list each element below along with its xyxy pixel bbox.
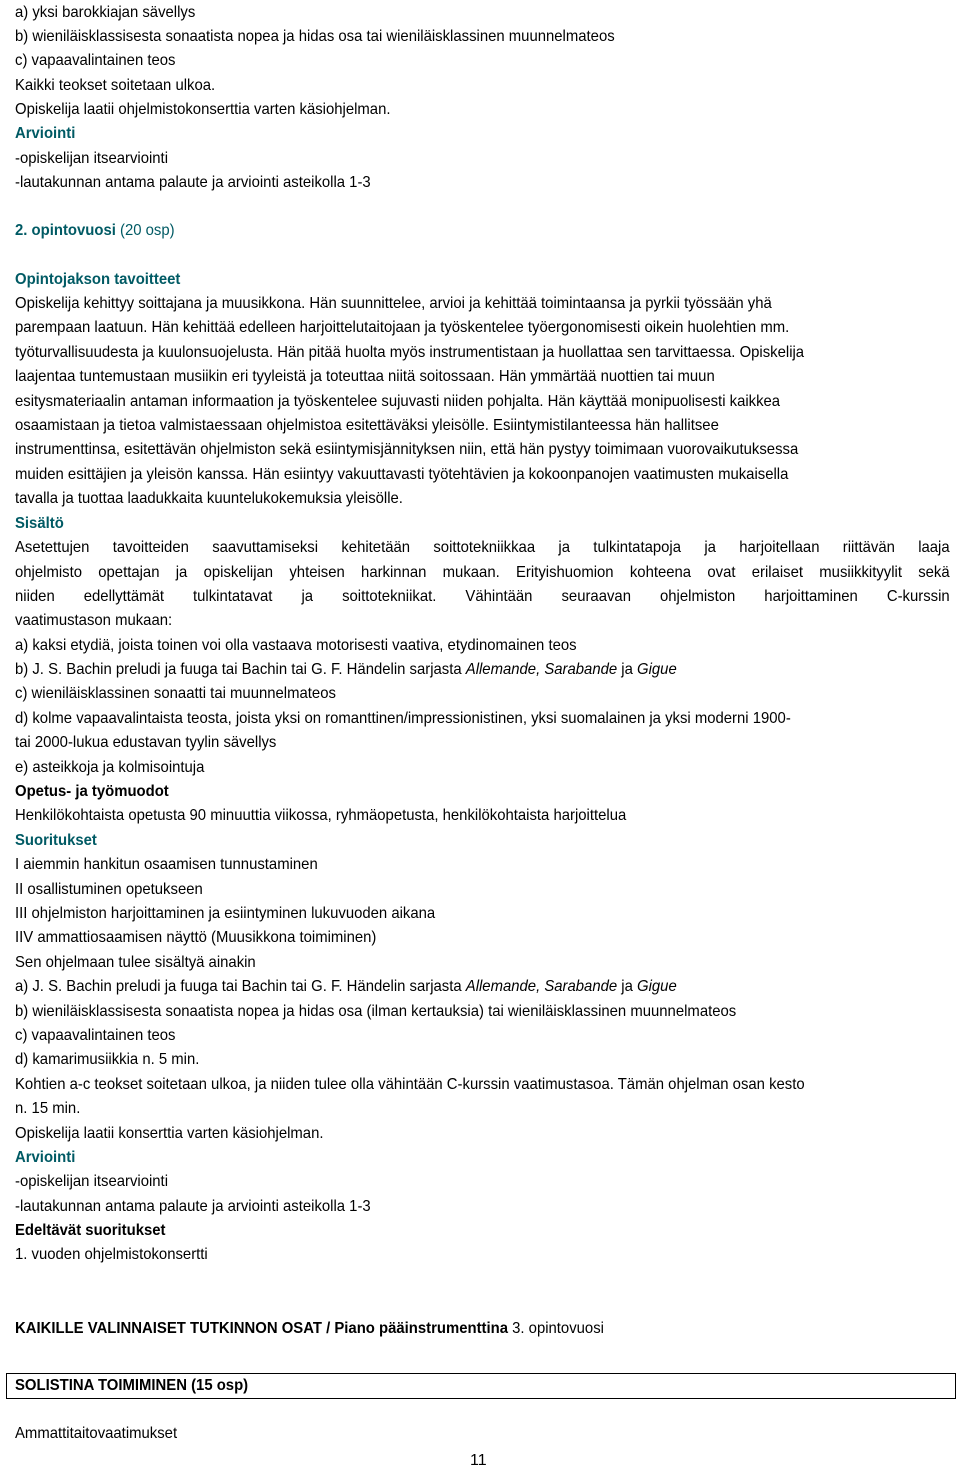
optional-modules-year: 3. opintovuosi	[507, 1320, 604, 1337]
year-heading	[15, 221, 175, 241]
list-item: 1. vuoden ohjelmistokonsertti	[15, 1246, 208, 1263]
section-heading-prerequisites: Edeltävät suoritukset	[15, 1222, 166, 1239]
optional-modules-heading	[15, 1319, 604, 1339]
list-item-text: a) J. S. Bachin preludi ja fuuga tai Bachin tai G. F. Händelin sarjasta	[15, 978, 466, 995]
list-item: tai 2000-lukua edustavan tyylin sävellys	[15, 734, 277, 751]
list-item: -lautakunnan antama palaute ja arviointi asteikolla 1-3	[15, 1198, 371, 1215]
list-item: e) asteikkoja ja kolmisointuja	[15, 759, 205, 776]
list-item: -opiskelijan itsearviointi	[15, 1173, 168, 1190]
section-heading-goals: Opintojakson tavoitteet	[15, 271, 181, 288]
list-item: -opiskelijan itsearviointi	[15, 150, 168, 167]
paragraph-line: osaamistaan ja tietoa valmistaessaan ohjelmistoa esitettäväksi yleisölle. Esiintymistilanteessa hän hallitsee	[15, 417, 719, 434]
paragraph-line: Sen ohjelmaan tulee sisältyä ainakin	[15, 954, 256, 971]
list-item: II osallistuminen opetukseen	[15, 881, 203, 898]
skills-heading: Ammattitaitovaatimukset	[15, 1425, 178, 1442]
paragraph-line: Opiskelija laatii konserttia varten käsiohjelman.	[15, 1125, 324, 1142]
year-heading-bold: 2. opintovuosi	[15, 222, 116, 239]
paragraph-line: vaatimustason mukaan:	[15, 612, 173, 629]
module-title: SOLISTINA TOIMIMINEN (15 osp)	[15, 1377, 249, 1394]
paragraph-line: ohjelmisto opettajan ja opiskelijan yhteisen harkinnan mukaan. Erityishuomion kohteena ovat erilaiset musiikkityylit sekä	[15, 564, 950, 581]
list-item: d) kamarimusiikkia n. 5 min.	[15, 1051, 200, 1068]
section-heading-content: Sisältö	[15, 515, 64, 532]
paragraph-line: tavalla ja tuottaa laadukkaita kuuntelukokemuksia yleisölle.	[15, 490, 403, 507]
paragraph-line: laajentaa tuntemustaan musiikin eri tyyleistä ja toteuttaa niitä soitossaan. Hän ymmärtää nuottien tai muun	[15, 368, 715, 385]
list-item-italic: Allemande, Sarabande	[465, 661, 618, 678]
list-item: -lautakunnan antama palaute ja arviointi asteikolla 1-3	[15, 174, 371, 191]
list-item-italic: Gigue	[637, 978, 677, 995]
paragraph-line: työturvallisuudesta ja kuulonsuojelusta. Hän pitää huolta myös instrumentistaan ja huollattaa sen tarvittaessa. Opiskelija	[15, 344, 805, 361]
list-item: b) wieniläisklassisesta sonaatista nopea ja hidas osa (ilman kertauksia) tai wieniläisklassinen muunnelmateos	[15, 1003, 737, 1020]
paragraph-line: esitysmateriaalin antaman informaation ja työskentelee sujuvasti niiden pohjalta. Hän käyttää monipuolisesti kaikkea	[15, 393, 781, 410]
section-heading-evaluation: Arviointi	[15, 1149, 76, 1166]
list-item: c) vapaavalintainen teos	[15, 52, 176, 69]
section-heading-methods: Opetus- ja työmuodot	[15, 783, 169, 800]
list-item-italic: Gigue	[637, 661, 677, 678]
list-item-text: ja	[617, 978, 638, 995]
list-item: c) vapaavalintainen teos	[15, 1027, 176, 1044]
paragraph-line: n. 15 min.	[15, 1100, 81, 1117]
paragraph-line: Kohtien a-c teokset soitetaan ulkoa, ja niiden tulee olla vähintään C-kurssin vaatimustasoa. Tämän ohjelman osan kesto	[15, 1076, 805, 1093]
paragraph-line: Opiskelija laatii ohjelmistokonserttia varten käsiohjelman.	[15, 101, 391, 118]
optional-modules-title: KAIKILLE VALINNAISET TUTKINNON OSAT / Piano pääinstrumenttina	[15, 1320, 508, 1337]
paragraph-line: muiden esittäjien ja yleisön kanssa. Hän esiintyy vakuuttavasti työtehtävien ja kokoonpanojen vaatimusten mukaisella	[15, 466, 789, 483]
page-number: 11	[470, 1452, 487, 1469]
paragraph-line: Asetettujen tavoitteiden saavuttamiseksi kehitetään soittotekniikkaa ja tulkintatapoja ja harjoitellaan riittävän laaja	[15, 539, 950, 556]
paragraph-line: niiden edellyttämät tulkintatavat ja soittotekniikat. Vähintään seuraavan ohjelmiston harjoittaminen C-kurssin	[15, 588, 950, 605]
list-item-text: ja	[617, 661, 638, 678]
section-heading-arviointi: Arviointi	[15, 125, 76, 142]
paragraph-line: Opiskelija kehittyy soittajana ja muusikkona. Hän suunnittelee, arvioi ja kehittää toimintaansa ja pyrkii työssään yhä	[15, 295, 772, 312]
year-heading-credits: (20 osp)	[115, 222, 175, 239]
paragraph-line: parempaan laatuun. Hän kehittää edelleen harjoittelutaitojaan ja työskentelee työergonomisesti oikein huolehtien mm.	[15, 319, 790, 336]
list-item	[15, 977, 677, 997]
paragraph-line: Kaikki teokset soitetaan ulkoa.	[15, 77, 216, 94]
list-item: a) kaksi etydiä, joista toinen voi olla vastaava motorisesti vaativa, etydinomainen teos	[15, 637, 577, 654]
list-item-text: b) J. S. Bachin preludi ja fuuga tai Bachin tai G. F. Händelin sarjasta	[15, 661, 466, 678]
list-item	[15, 660, 677, 680]
list-item: b) wieniläisklassisesta sonaatista nopea ja hidas osa tai wieniläisklassinen muunnelmateos	[15, 28, 615, 45]
list-item: d) kolme vapaavalintaista teosta, joista yksi on romanttinen/impressionistinen, yksi suomalainen ja yksi moderni 1900-	[15, 710, 791, 727]
list-item-italic: Allemande, Sarabande	[465, 978, 618, 995]
list-item: IIV ammattiosaamisen näyttö (Muusikkona toimiminen)	[15, 929, 377, 946]
list-item: III ohjelmiston harjoittaminen ja esiintyminen lukuvuoden aikana	[15, 905, 436, 922]
section-heading-performances: Suoritukset	[15, 832, 97, 849]
list-item: c) wieniläisklassinen sonaatti tai muunnelmateos	[15, 685, 336, 702]
list-item: a) yksi barokkiajan sävellys	[15, 4, 196, 21]
paragraph-line: Henkilökohtaista opetusta 90 minuuttia viikossa, ryhmäopetusta, henkilökohtaista harjoittelua	[15, 807, 627, 824]
list-item: I aiemmin hankitun osaamisen tunnustaminen	[15, 856, 318, 873]
paragraph-line: instrumenttinsa, esitettävän ohjelmiston sekä esiintymisjännityksen niin, että hän pystyy toimimaan vuorovaikutuksessa	[15, 441, 799, 458]
